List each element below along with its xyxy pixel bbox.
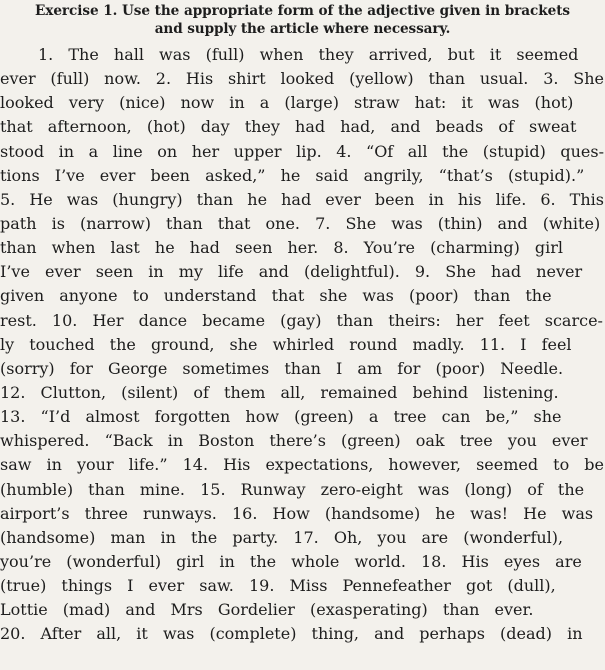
text-line: saw in your life.” 14. His expectations, however, seemed to be xyxy=(0,455,604,475)
text-line: 12. Clutton, (silent) of them all, remained behind listening. xyxy=(0,382,559,402)
text-line: tions I’ve ever been asked,” he said angrily, “that’s (stupid).” xyxy=(0,165,585,185)
text-line: stood in a line on her upper lip. 4. “Of all the (stupid) ques- xyxy=(0,141,604,161)
exercise-heading xyxy=(0,2,605,38)
text-line: 20. After all, it was (complete) thing, and perhaps (dead) in xyxy=(0,624,583,644)
text-line: rest. 10. Her dance became (gay) than theirs: her feet scarce- xyxy=(0,310,603,330)
text-line: (humble) than mine. 15. Runway zero-eight was (long) of the xyxy=(0,479,585,499)
exercise-body xyxy=(0,43,605,647)
text-line: ever (full) now. 2. His shirt looked (yellow) than usual. 3. She xyxy=(0,69,604,89)
heading-line: and supply the article where necessary. xyxy=(154,21,451,37)
text-line: than when last he had seen her. 8. You’re (charming) girl xyxy=(0,238,564,258)
text-line: (sorry) for George sometimes than I am for (poor) Needle. xyxy=(0,358,564,378)
text-line: (true) things I ever saw. 19. Miss Pennefeather got (dull), xyxy=(0,576,556,596)
text-line: Lottie (mad) and Mrs Gordelier (exasperating) than ever. xyxy=(0,600,534,620)
text-line: given anyone to understand that she was (poor) than the xyxy=(0,286,552,306)
text-line: airport’s three runways. 16. How (handsome) he was! He was xyxy=(0,503,594,523)
text-line: that afternoon, (hot) day they had had, and beads of sweat xyxy=(0,117,577,137)
text-line: 1. The hall was (full) when they arrived, but it seemed xyxy=(38,45,579,64)
text-line: ly touched the ground, she whirled round madly. 11. I feel xyxy=(0,334,572,354)
text-line: 5. He was (hungry) than he had ever been in his life. 6. This xyxy=(0,189,604,209)
text-line: whispered. “Back in Boston there’s (green) oak tree you ever xyxy=(0,431,588,451)
heading-line: Exercise 1. Use the appropriate form of the adjective given in brackets xyxy=(34,3,571,19)
text-line: you’re (wonderful) girl in the whole world. 18. His eyes are xyxy=(0,551,582,571)
text-line: looked very (nice) now in a (large) straw hat: it was (hot) xyxy=(0,93,574,113)
text-line: I’ve ever seen in my life and (delightful). 9. She had never xyxy=(0,262,583,282)
text-line: 13. “I’d almost forgotten how (green) a tree can be,” she xyxy=(0,407,562,427)
text-line: path is (narrow) than that one. 7. She was (thin) and (white) xyxy=(0,213,601,233)
text-line: (handsome) man in the party. 17. Oh, you are (wonderful), xyxy=(0,527,564,547)
